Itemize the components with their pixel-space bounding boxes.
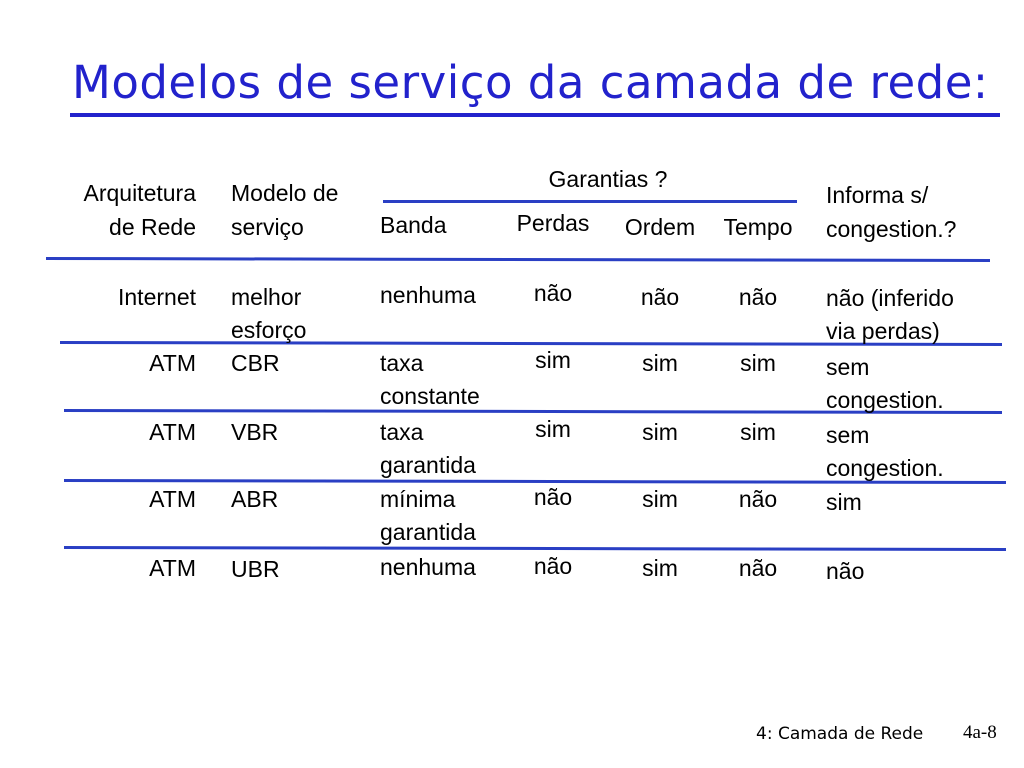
cell-timing: não: [738, 284, 778, 310]
cell-loss: sim: [535, 347, 571, 373]
cell-model: VBR: [231, 419, 279, 445]
cell-congestion: não: [826, 558, 865, 584]
header-loss: Perdas: [516, 210, 590, 236]
cell-bandwidth: taxa: [380, 419, 424, 445]
cell-architecture: ATM: [149, 486, 196, 512]
cell-timing: não: [738, 555, 778, 581]
cell-bandwidth: nenhuma: [380, 282, 476, 308]
cell-architecture: Internet: [118, 284, 196, 310]
cell-architecture: ATM: [149, 555, 196, 581]
header-architecture-line1: Arquitetura: [83, 180, 196, 206]
header-congestion-line1: Informa s/: [826, 182, 929, 208]
cell-architecture: ATM: [149, 350, 196, 376]
cell-loss: não: [533, 484, 573, 510]
cell-loss: não: [533, 553, 573, 579]
cell-congestion: sim: [826, 489, 862, 515]
header-congestion-line2: congestion.?: [826, 216, 957, 242]
cell-congestion: sem: [826, 422, 870, 448]
cell-bandwidth: taxa: [380, 350, 424, 376]
cell-bandwidth: garantida: [380, 519, 476, 545]
header-separator: [46, 257, 990, 262]
cell-architecture: ATM: [149, 419, 196, 445]
header-order: Ordem: [624, 214, 696, 240]
page-number: 4a-8: [963, 722, 997, 743]
header-architecture-line2: de Rede: [109, 214, 196, 240]
cell-order: sim: [642, 350, 678, 376]
cell-congestion: sem: [826, 354, 870, 380]
cell-order: não: [640, 284, 680, 310]
cell-model: ABR: [231, 486, 279, 512]
cell-congestion: congestion.: [826, 387, 944, 413]
title-underline: [70, 113, 1000, 117]
slide-title: Modelos de serviço da camada de rede:: [72, 56, 989, 109]
cell-model: melhor: [231, 284, 302, 310]
cell-timing: sim: [740, 350, 776, 376]
header-bandwidth: Banda: [380, 212, 447, 238]
cell-order: sim: [642, 555, 678, 581]
cell-order: sim: [642, 486, 678, 512]
cell-bandwidth: mínima: [380, 486, 456, 512]
cell-model: UBR: [231, 556, 280, 582]
cell-bandwidth: garantida: [380, 452, 476, 478]
header-model-line2: serviço: [231, 214, 304, 240]
cell-model: esforço: [231, 317, 307, 343]
cell-timing: sim: [740, 419, 776, 445]
header-timing: Tempo: [723, 214, 793, 240]
guarantees-header: Garantias ?: [548, 166, 668, 192]
cell-loss: não: [533, 280, 573, 306]
cell-timing: não: [738, 486, 778, 512]
guarantees-rule: [383, 200, 797, 203]
cell-order: sim: [642, 419, 678, 445]
cell-bandwidth: constante: [380, 383, 480, 409]
footer-chapter-label: 4: Camada de Rede: [756, 724, 924, 744]
header-model-line1: Modelo de: [231, 180, 339, 206]
cell-model: CBR: [231, 350, 280, 376]
cell-congestion: congestion.: [826, 455, 944, 481]
cell-loss: sim: [535, 416, 571, 442]
cell-bandwidth: nenhuma: [380, 554, 476, 580]
cell-congestion: via perdas): [826, 318, 940, 344]
cell-congestion: não (inferido: [826, 285, 954, 311]
